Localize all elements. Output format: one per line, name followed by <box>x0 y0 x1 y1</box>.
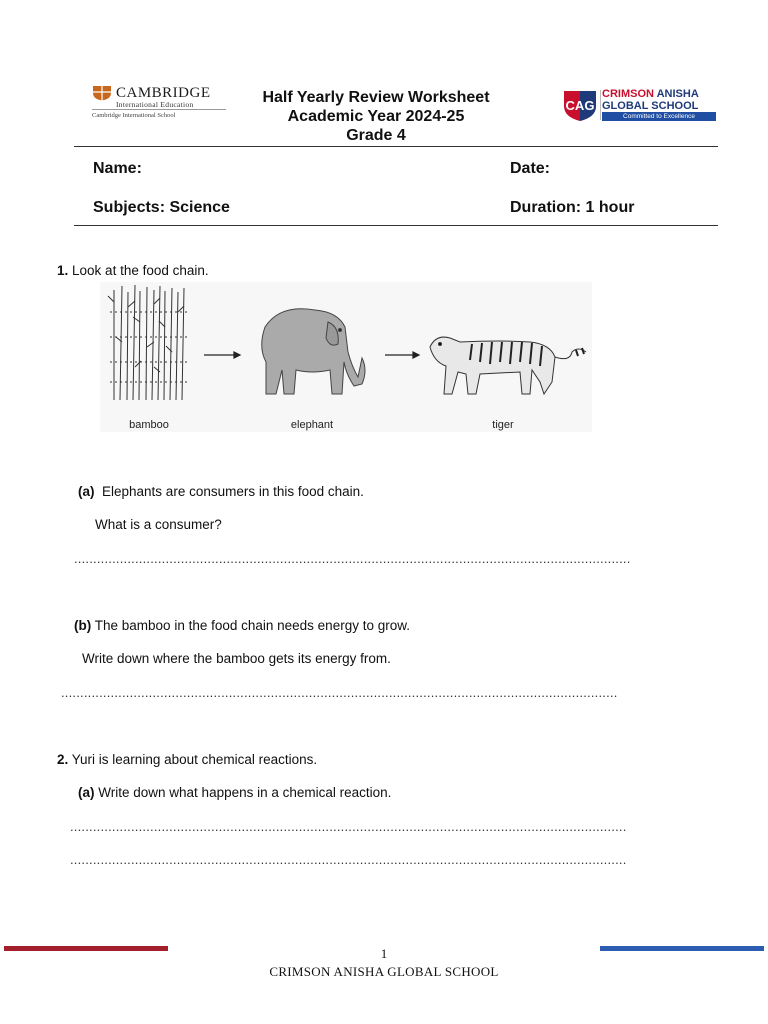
question-1 <box>57 263 209 279</box>
bamboo-drawing <box>108 285 188 400</box>
question-1a-prompt: What is a consumer? <box>95 517 222 532</box>
question-1-text: Look at the food chain. <box>72 263 209 278</box>
cambridge-shield-icon <box>92 85 112 101</box>
cag-name-line2: GLOBAL SCHOOL <box>602 100 699 112</box>
cag-tagline: Committed to Excellence <box>602 112 716 121</box>
worksheet-title <box>236 88 516 145</box>
date-field-label: Date: <box>510 160 551 177</box>
subjects-field: Subjects: Science <box>93 199 230 216</box>
cag-name-blue: ANISHA <box>656 88 699 100</box>
title-line-1: Half Yearly Review Worksheet <box>262 89 490 106</box>
question-1b <box>74 618 410 634</box>
cag-name-red: CRIMSON <box>602 88 654 100</box>
question-2a-label: (a) <box>78 785 95 800</box>
answer-line-2a-2[interactable]: .................................................................................................................................................. <box>70 853 627 867</box>
cambridge-school-name: Cambridge International School <box>92 112 176 119</box>
cag-shield-icon <box>562 88 598 122</box>
title-line-3: Grade 4 <box>346 127 406 144</box>
tiger-drawing <box>430 337 586 394</box>
duration-field: Duration: 1 hour <box>510 199 635 216</box>
question-2-text: Yuri is learning about chemical reactions. <box>71 752 318 767</box>
tiger-label: tiger <box>492 419 514 431</box>
cambridge-logo <box>92 85 232 121</box>
crimson-anisha-logo <box>562 86 722 126</box>
question-1-number: 1. <box>57 263 69 278</box>
header-rule-top <box>74 146 718 147</box>
name-field-label: Name: <box>93 160 142 177</box>
question-1a <box>78 484 364 500</box>
answer-line-2a-1[interactable]: .................................................................................................................................................. <box>70 820 627 834</box>
question-2 <box>57 752 317 768</box>
cag-badge-text: CAG <box>565 98 595 113</box>
cag-school-name <box>602 88 699 112</box>
cag-divider <box>600 90 601 120</box>
footer-school-name: CRIMSON ANISHA GLOBAL SCHOOL <box>269 964 499 979</box>
food-chain-image <box>100 282 592 432</box>
question-2-number: 2. <box>57 752 69 767</box>
cambridge-divider <box>92 109 226 110</box>
answer-line-1b[interactable]: .................................................................................................................................................. <box>61 686 618 700</box>
cambridge-wordmark: CAMBRIDGE <box>116 85 211 101</box>
elephant-label: elephant <box>290 419 334 431</box>
header-rule-bottom <box>74 225 718 226</box>
question-1b-prompt: Write down where the bamboo gets its energy from. <box>82 651 391 666</box>
question-2a-text: Write down what happens in a chemical reaction. <box>98 785 392 800</box>
question-1b-text: The bamboo in the food chain needs energy to grow. <box>94 618 410 633</box>
food-chain-drawing <box>100 282 592 432</box>
title-line-2: Academic Year 2024-25 <box>287 108 465 125</box>
cambridge-subtitle: International Education <box>116 100 194 109</box>
bamboo-label: bamboo <box>129 419 169 431</box>
elephant-drawing <box>262 309 365 394</box>
answer-line-1a[interactable]: .................................................................................................................................................. <box>74 552 631 566</box>
question-1b-label: (b) <box>74 618 92 633</box>
question-2a <box>78 785 391 801</box>
question-1a-label: (a) <box>78 484 95 499</box>
question-1a-text: Elephants are consumers in this food chain. <box>102 484 364 499</box>
page-number: 1 <box>380 946 388 961</box>
